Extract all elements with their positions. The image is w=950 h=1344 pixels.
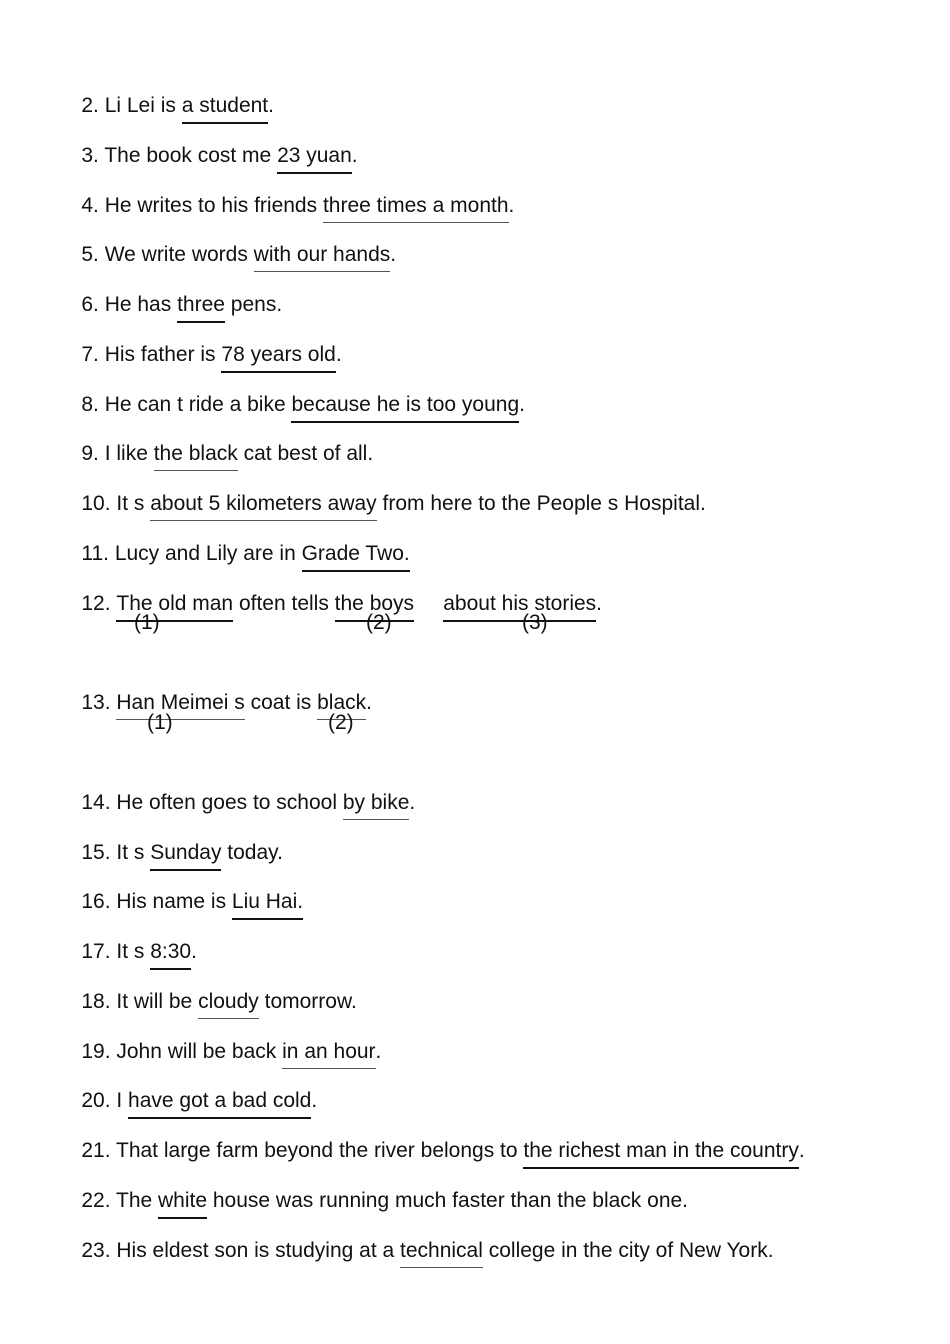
underlined-phrase: the boys xyxy=(335,592,414,622)
sentence-13 xyxy=(58,658,372,750)
underlined-phrase: in an hour xyxy=(282,1040,375,1069)
sentence-text: 12. xyxy=(81,592,117,615)
sentence-text: 10. It s xyxy=(81,492,151,515)
underlined-phrase: Sunday xyxy=(150,841,221,871)
sentence-text: . xyxy=(268,94,274,117)
sentence-text: 9. I like xyxy=(81,442,154,465)
sentence-text: college in the city of New York. xyxy=(482,1239,774,1262)
sentence-text: from here to the People s Hospital. xyxy=(376,492,706,515)
sentence-text: pens. xyxy=(224,293,283,316)
underlined-phrase: 8:30 xyxy=(150,940,191,970)
sentence-text: . xyxy=(798,1139,805,1162)
sentence-text: . xyxy=(519,393,525,416)
sentence-text: 5. We write words xyxy=(81,243,254,266)
underlined-phrase: have got a bad cold xyxy=(128,1089,311,1119)
sentence-text: . xyxy=(351,144,358,167)
underlined-phrase: about his stories xyxy=(443,592,596,622)
sentence-text: 6. He has xyxy=(81,293,178,316)
sentence-text: 3. The book cost me xyxy=(81,144,278,167)
sentence-text: . xyxy=(366,691,372,714)
sentence-text: 4. He writes to his friends xyxy=(81,194,323,217)
sentence-text: 14. He often goes to school xyxy=(81,791,343,814)
sentence-text: . xyxy=(335,343,342,366)
sentence-text: . xyxy=(508,194,515,217)
underlined-phrase: about 5 kilometers away xyxy=(150,492,376,521)
sentence-text: tomorrow. xyxy=(258,990,357,1013)
sentence-text xyxy=(414,592,443,615)
sentence-text: . xyxy=(311,1089,318,1112)
underlined-phrase: cloudy xyxy=(198,990,259,1019)
sentence-text: . xyxy=(596,592,603,615)
sentence-text: 13. xyxy=(81,691,117,714)
sentence-text: . xyxy=(191,940,197,963)
sentence-12 xyxy=(58,559,602,652)
sentence-23 xyxy=(58,1206,774,1298)
underlined-phrase: 78 years old xyxy=(221,343,335,373)
sentence-text: 7. His father is xyxy=(81,343,222,366)
sentence-text: 23. His eldest son is studying at a xyxy=(81,1239,401,1262)
part-marker: (2) xyxy=(366,611,392,634)
sentence-text: 8. He can t ride a bike xyxy=(81,393,292,416)
sentence-text: 17. It s xyxy=(81,940,151,963)
part-marker: (2) xyxy=(328,711,354,734)
underlined-phrase: with our hands xyxy=(254,243,391,272)
sentence-text: . xyxy=(390,243,397,266)
underlined-phrase: the richest man in the country xyxy=(523,1139,798,1169)
underlined-phrase: 23 yuan xyxy=(277,144,352,174)
sentence-text: coat is xyxy=(244,691,318,714)
underlined-phrase: Liu Hai. xyxy=(232,890,303,920)
sentence-text: 15. It s xyxy=(81,841,151,864)
underlined-phrase: a student xyxy=(182,94,268,124)
sentence-text: house was running much faster than the black one. xyxy=(207,1189,689,1212)
sentence-text: often tells xyxy=(233,592,335,615)
sentence-text: 22. The xyxy=(81,1189,159,1212)
sentence-text: 19. John will be back xyxy=(81,1040,283,1063)
sentence-text: . xyxy=(375,1040,382,1063)
sentence-text: 16. His name is xyxy=(81,890,232,913)
sentence-text: . xyxy=(409,791,416,814)
underlined-phrase: technical xyxy=(400,1239,483,1268)
underlined-phrase: The old man xyxy=(116,592,233,622)
underlined-phrase: white xyxy=(158,1189,207,1219)
underlined-phrase: black xyxy=(317,691,366,720)
underlined-phrase: by bike xyxy=(343,791,410,820)
underlined-phrase: because he is too young xyxy=(291,393,519,423)
sentence-text: today. xyxy=(221,841,283,864)
part-marker: (1) xyxy=(134,611,160,634)
part-marker: (3) xyxy=(522,611,548,634)
underlined-phrase: the black xyxy=(154,442,238,471)
underlined-phrase: three xyxy=(177,293,225,323)
underlined-phrase: Han Meimei s xyxy=(116,691,244,720)
sentence-text: 2. Li Lei is xyxy=(81,94,182,117)
sentence-text: 20. I xyxy=(81,1089,129,1112)
underlined-phrase: Grade Two. xyxy=(302,542,410,572)
sentence-text: 21. That large farm beyond the river belongs to xyxy=(81,1139,524,1162)
sentence-text: 11. Lucy and Lily are in xyxy=(81,542,302,565)
underlined-phrase: three times a month xyxy=(323,194,509,223)
part-marker: (1) xyxy=(147,711,173,734)
sentence-text: 18. It will be xyxy=(81,990,199,1013)
sentence-text: cat best of all. xyxy=(237,442,374,465)
